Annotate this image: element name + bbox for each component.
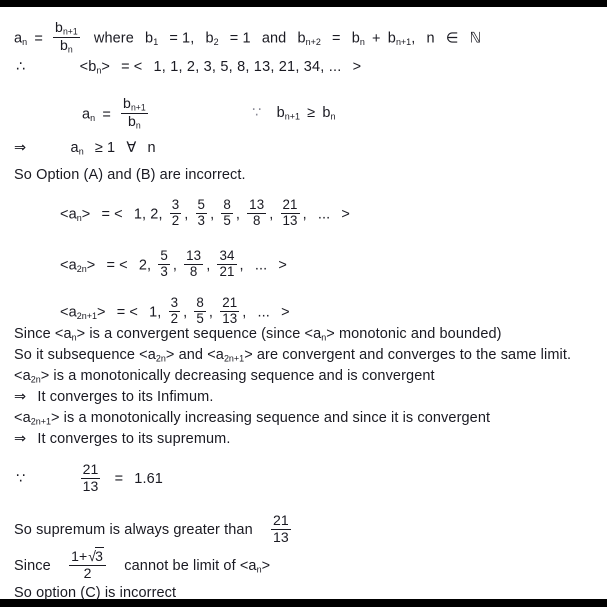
- equals-sign: =: [34, 30, 43, 47]
- b-seq-equals-open: = <: [121, 59, 143, 75]
- a2n-seq-integers: 2,: [138, 257, 152, 274]
- subsequence-statement: [14, 348, 571, 364]
- a2n1-seq-fraction-2: [220, 296, 239, 327]
- a2n-frac1-den: 8: [189, 264, 198, 280]
- numerator-subscript: n+1: [62, 26, 78, 37]
- an-frac0-comma: ,: [184, 206, 189, 223]
- a-n-variable-2: a: [82, 106, 91, 123]
- therefore-icon: ∴: [16, 59, 26, 75]
- a2n-frac1-num: 13: [186, 248, 202, 264]
- and-keyword: and: [261, 30, 287, 47]
- an-frac4-num: 21: [282, 197, 298, 213]
- a2n-seq-fraction-2: [217, 249, 236, 280]
- options-ab-incorrect-text: So Option (A) and (B) are incorrect.: [14, 167, 246, 183]
- an-seq-fraction-3: [247, 198, 266, 229]
- l10-sub2: 2n+1: [223, 353, 245, 364]
- bn1-ineq-subscript: n+1: [284, 111, 301, 122]
- l9-sub1: n: [71, 332, 77, 343]
- fraction-denominator: [58, 38, 75, 55]
- greater-equal-icon: ≥: [307, 105, 316, 121]
- an-frac1-den: 3: [197, 213, 206, 229]
- an-frac0-den: 2: [171, 213, 180, 229]
- l11-post: > is a monotonically decreasing sequence and is convergent: [40, 368, 435, 384]
- l17-mid: cannot be limit of <a: [124, 558, 257, 575]
- an-frac3-den: 8: [252, 213, 261, 229]
- numerator-base-2: b: [123, 95, 131, 112]
- ratio-value-line: [16, 463, 163, 496]
- a2n1-frac1-num: 8: [196, 295, 204, 311]
- l17-pre: Since: [14, 558, 51, 575]
- denominator-base: b: [60, 37, 68, 54]
- an-frac1-num: 5: [197, 197, 206, 213]
- a2n-sequence-line: [60, 250, 287, 281]
- supremum-bound-denominator: 13: [273, 529, 289, 546]
- top-black-bar: [0, 0, 607, 7]
- an-geq-one-line: [14, 141, 156, 157]
- a2n1-frac1-comma: ,: [208, 304, 214, 321]
- an-sequence-line: [60, 199, 350, 230]
- index-n: n: [426, 30, 435, 47]
- a2n-seq-fraction-1: [184, 249, 203, 280]
- b-seq-base: b: [88, 59, 97, 75]
- definition-line: [14, 21, 481, 56]
- a2n1-seq-base: a: [68, 304, 77, 321]
- angle-close-bracket: >: [101, 59, 110, 75]
- l9-mid: > is a convergent sequence (since <a: [76, 326, 322, 342]
- l17-post: >: [261, 558, 271, 575]
- an-seq-subscript: n: [76, 212, 82, 223]
- l16-text: So supremum is always greater than: [14, 522, 253, 539]
- a2n-decreasing-statement: [14, 369, 435, 385]
- an-seq-ellipsis: ...: [317, 206, 331, 223]
- equals-sign-2: =: [102, 106, 111, 123]
- l13-post: > is a monotonically increasing sequence and since it is convergent: [50, 410, 491, 426]
- l10-sub1: 2n: [155, 353, 166, 364]
- a2n1-seq-integers: 1,: [149, 304, 162, 321]
- a-n-subscript-2: n: [90, 113, 96, 124]
- a2n-frac0-num: 5: [160, 248, 168, 264]
- an-base-3: a: [70, 140, 79, 156]
- a2n1-seq-close-bracket: >: [97, 304, 106, 321]
- l9-sub2: n: [321, 332, 327, 343]
- because-icon: ∵: [252, 105, 262, 121]
- radicand-value: 3: [95, 548, 104, 565]
- fraction-numerator-2: [121, 96, 148, 114]
- l14-text: It converges to its supremum.: [37, 431, 231, 447]
- l12-text: It converges to its Infimum.: [37, 389, 214, 405]
- a2n-frac2-comma: ,: [239, 257, 244, 274]
- l9-pre: Since <a: [14, 326, 72, 342]
- a2n1-seq-fraction-0: [169, 296, 181, 327]
- a-definition-repeat: [82, 97, 151, 132]
- an-frac0-num: 3: [171, 197, 180, 213]
- a2n-seq-fraction-0: [158, 249, 170, 280]
- a2n1-seq-subscript: 2n+1: [76, 310, 97, 321]
- an-subscript-3: n: [78, 146, 84, 157]
- a2n-frac2-num: 34: [219, 248, 235, 264]
- natural-numbers-symbol: ℕ: [469, 30, 482, 47]
- a2n1-seq-equals-open: = <: [116, 304, 138, 321]
- a2n-frac0-den: 3: [160, 264, 168, 280]
- a2n-seq-subscript: 2n: [76, 263, 87, 274]
- b-ratio-fraction-2: [121, 96, 148, 131]
- bn-subscript: n: [359, 37, 365, 48]
- an-frac1-comma: ,: [210, 206, 215, 223]
- supremum-bound-statement: [14, 514, 294, 547]
- a2n-frac0-comma: ,: [172, 257, 177, 274]
- bn-ineq-subscript: n: [330, 111, 336, 122]
- a2n1-frac2-den: 13: [222, 311, 238, 327]
- a2n1-increasing-statement: [14, 411, 490, 427]
- an-frac2-num: 8: [223, 197, 231, 213]
- a2n1-sequence-line: [60, 297, 290, 328]
- an-seq-close: >: [341, 206, 350, 223]
- an-seq-open-bracket: <: [60, 206, 69, 223]
- recurrence-comma: ,: [411, 30, 416, 47]
- ratio-equals: =: [114, 471, 124, 488]
- a2n1-frac0-comma: ,: [183, 304, 188, 321]
- b-seq-subscript: n: [96, 65, 102, 76]
- a2n-seq-base: a: [68, 257, 77, 274]
- a2n1-seq-close: >: [281, 304, 290, 321]
- b2-base: b: [205, 30, 214, 47]
- an-seq-fraction-0: [170, 198, 182, 229]
- b2-value: = 1: [229, 30, 251, 47]
- a2n-seq-open-bracket: <: [60, 257, 69, 274]
- radical-sign: √: [88, 548, 97, 565]
- one-plus-sqrt3-over-2-fraction: [69, 549, 106, 582]
- an-seq-fraction-1: [196, 198, 208, 229]
- sqrt-denominator: 2: [83, 565, 92, 582]
- a2n-seq-equals-open: = <: [106, 257, 128, 274]
- l9-post: > monotonic and bounded): [326, 326, 502, 342]
- because-icon-2: ∵: [16, 471, 26, 488]
- an-frac2-comma: ,: [235, 206, 241, 223]
- numerator-subscript-2: n+1: [130, 102, 146, 113]
- denominator-base-2: b: [128, 113, 136, 130]
- b-seq-close: >: [352, 59, 362, 75]
- option-c-incorrect-text: So option (C) is incorrect: [14, 585, 177, 601]
- bn1-ineq-base: b: [276, 105, 285, 121]
- l10-post: > are convergent and converges to the same limit.: [244, 347, 572, 363]
- numerator-one-plus: 1+: [71, 548, 88, 565]
- l10-pre: So it subsequence <a: [14, 347, 156, 363]
- an-frac4-den: 13: [282, 213, 298, 229]
- bn2-subscript: n+2: [305, 37, 321, 48]
- l11-pre: <a: [14, 368, 31, 384]
- b1-base: b: [145, 30, 154, 47]
- ratio-numerator: 21: [82, 461, 99, 478]
- implies-icon-3: ⇒: [14, 431, 27, 447]
- because-inequality-line: [252, 106, 336, 122]
- l11-sub1: 2n: [30, 374, 41, 385]
- angle-open-bracket: <: [79, 59, 89, 75]
- an-seq-base: a: [68, 206, 77, 223]
- plus-sign: +: [372, 30, 381, 47]
- a2n-seq-ellipsis: ...: [254, 257, 268, 274]
- b2-subscript: 2: [213, 37, 219, 48]
- ratio-21-13-fraction: [81, 462, 101, 495]
- recurrence-equals: =: [332, 30, 341, 47]
- infimum-statement: [14, 390, 213, 405]
- fraction-numerator: [53, 20, 80, 38]
- a2n1-frac2-comma: ,: [242, 304, 247, 321]
- where-keyword: where: [93, 30, 134, 47]
- bn1-base: b: [387, 30, 396, 47]
- bn2-base: b: [297, 30, 306, 47]
- square-root-icon: [87, 549, 104, 565]
- golden-limit-statement: [14, 550, 270, 583]
- l13-pre: <a: [14, 410, 31, 426]
- a2n1-frac2-num: 21: [222, 295, 238, 311]
- b-sequence-line: [16, 60, 361, 76]
- an-frac2-den: 5: [223, 213, 231, 229]
- ratio-decimal-value: 1.61: [134, 471, 163, 488]
- l17-sub: n: [256, 564, 262, 575]
- implies-icon: ⇒: [14, 140, 27, 156]
- fraction-denominator-2: [126, 114, 143, 131]
- an-seq-fraction-4: [281, 198, 300, 229]
- bn-base: b: [351, 30, 360, 47]
- b1-value: = 1,: [169, 30, 195, 47]
- an-seq-equals-open: = <: [101, 206, 123, 223]
- an-frac4-comma: ,: [302, 206, 307, 223]
- a2n-frac1-comma: ,: [206, 257, 211, 274]
- l10-mid: > and <a: [165, 347, 224, 363]
- bn1-subscript: n+1: [395, 37, 412, 48]
- a2n-frac2-den: 21: [219, 264, 235, 280]
- bn-ineq-base: b: [322, 105, 331, 121]
- an-seq-fraction-2: [221, 198, 233, 229]
- ratio-denominator: 13: [82, 478, 99, 495]
- solution-body: [0, 7, 607, 599]
- a2n1-seq-fraction-1: [194, 296, 206, 327]
- a2n-seq-close-bracket: >: [86, 257, 96, 274]
- b1-subscript: 1: [153, 37, 159, 48]
- forall-index: n: [147, 140, 156, 156]
- b-ratio-fraction: [53, 20, 80, 55]
- denominator-subscript: n: [67, 44, 73, 55]
- convergent-sequence-statement: [14, 327, 502, 343]
- l13-sub1: 2n+1: [30, 416, 51, 427]
- a2n1-frac1-den: 5: [196, 311, 204, 327]
- an-seq-integers: 1, 2,: [133, 206, 163, 223]
- a2n1-seq-open-bracket: <: [60, 304, 69, 321]
- b-seq-values: 1, 1, 2, 3, 5, 8, 13, 21, 34, ...: [153, 59, 342, 75]
- geq-one: ≥ 1: [94, 140, 116, 156]
- numerator-base: b: [55, 19, 63, 36]
- a2n1-frac0-den: 2: [170, 311, 179, 327]
- forall-icon: ∀: [126, 140, 137, 156]
- sqrt-numerator: [69, 549, 106, 566]
- supremum-statement: [14, 432, 230, 447]
- implies-icon-2: ⇒: [14, 389, 27, 405]
- an-seq-close-bracket: >: [81, 206, 91, 223]
- a-n-variable: a: [14, 30, 23, 47]
- an-frac3-comma: ,: [269, 206, 274, 223]
- denominator-subscript-2: n: [135, 120, 141, 131]
- an-frac3-num: 13: [249, 197, 265, 213]
- supremum-bound-numerator: 21: [273, 512, 289, 529]
- a2n-seq-close: >: [278, 257, 287, 274]
- a-n-subscript: n: [22, 37, 28, 48]
- supremum-bound-fraction: [271, 513, 291, 546]
- element-of-icon: ∈: [445, 30, 459, 47]
- a2n1-seq-ellipsis: ...: [257, 304, 270, 321]
- a2n1-frac0-num: 3: [170, 295, 179, 311]
